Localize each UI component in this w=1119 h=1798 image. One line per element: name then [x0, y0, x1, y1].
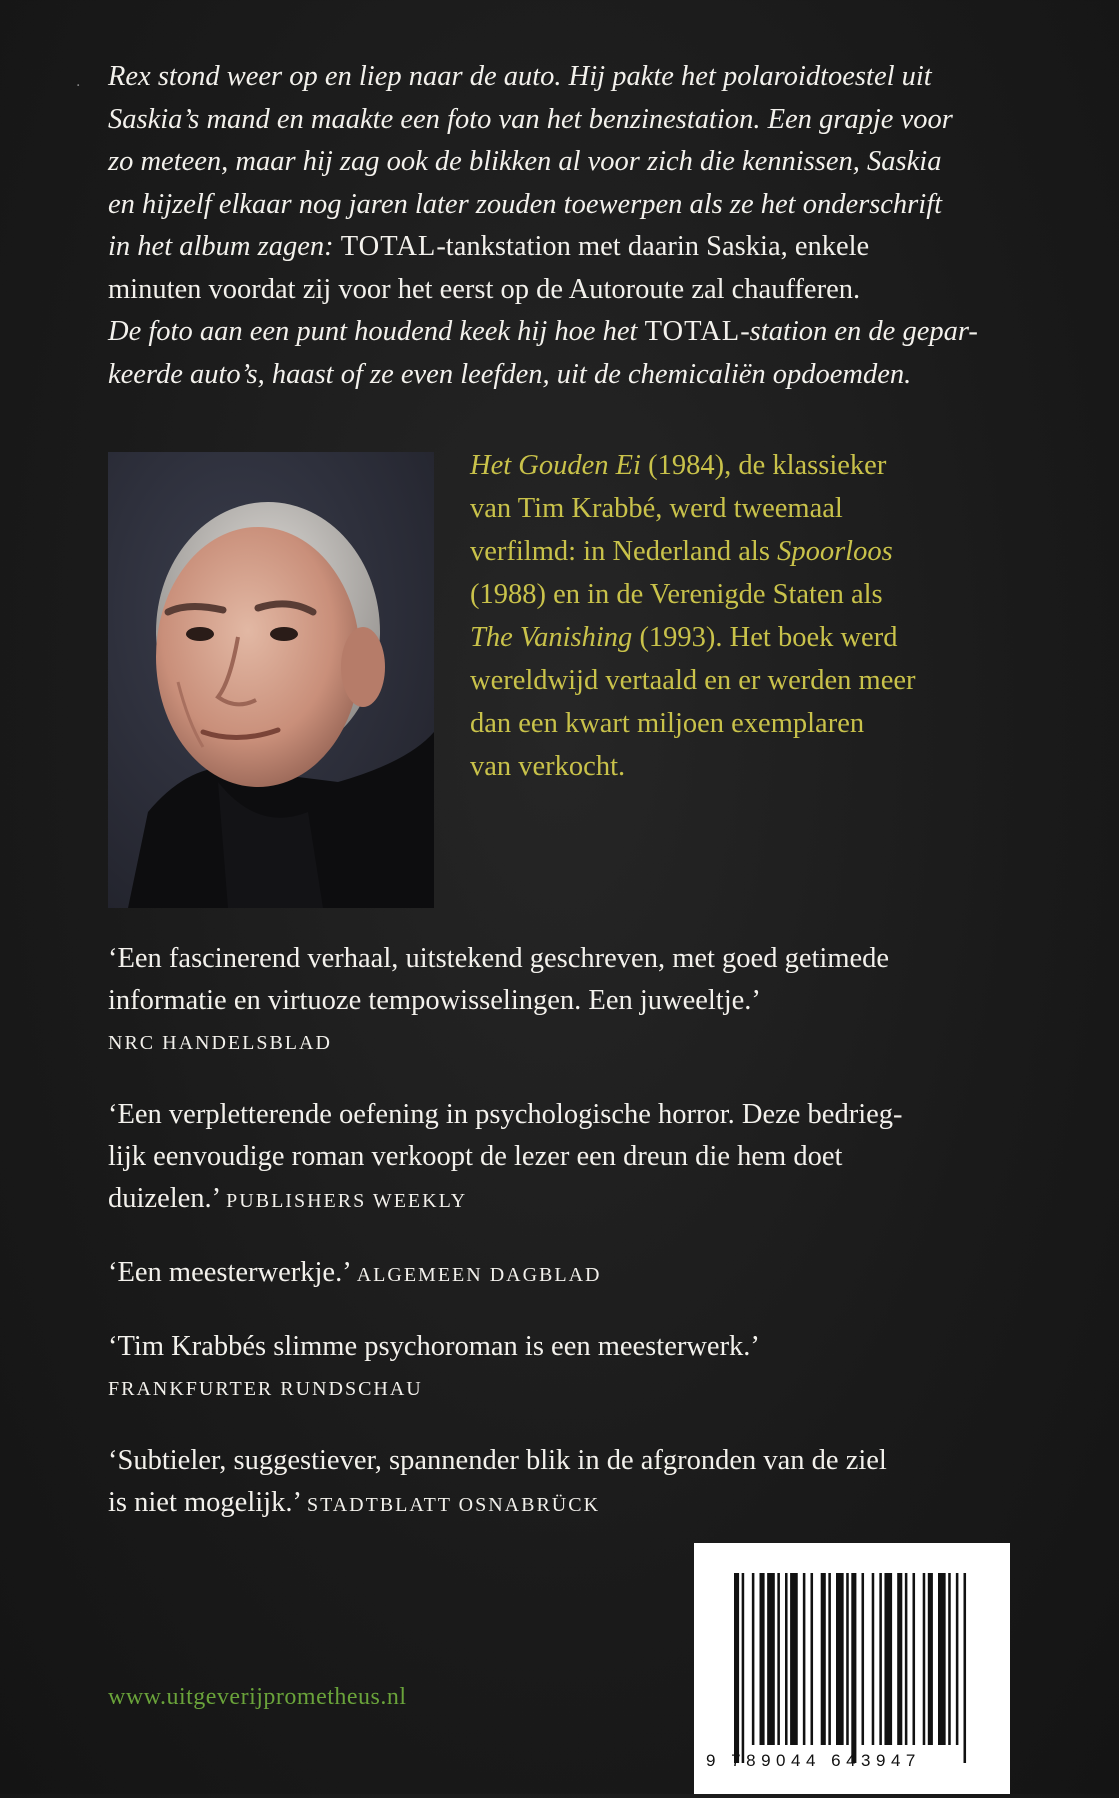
quote-line: ‘Tim Krabbés slimme psychoroman is een meesterwerk.’ [108, 1331, 760, 1362]
barcode-bar [913, 1573, 916, 1745]
quote-source: ALGEMEEN DAGBLAD [356, 1264, 602, 1286]
barcode-bar [879, 1573, 882, 1745]
barcode-bar [742, 1573, 745, 1763]
press-quote [108, 1326, 1028, 1410]
bio-line: wereldwijd vertaald en er werden meer [470, 665, 916, 696]
quote-source: FRANKFURTER RUNDSCHAU [108, 1378, 423, 1400]
quote-fragment: duizelen.’ [108, 1183, 227, 1214]
barcode-bar [828, 1573, 831, 1745]
isbn-digits: 9 789044 643947 [706, 1751, 921, 1770]
press-quote [108, 1094, 1028, 1222]
author-portrait [108, 452, 434, 908]
barcode-bar [752, 1573, 755, 1745]
barcode-bar [964, 1573, 967, 1763]
quote-line [108, 1482, 1028, 1526]
bio-line: dan een kwart miljoen exemplaren [470, 708, 865, 739]
barcode-bar [928, 1573, 933, 1745]
barcode-bar [923, 1573, 926, 1745]
excerpt-line: Saskia’s mand en maakte een foto van het benzinestation. Een grapje voor [108, 103, 953, 135]
bio-line: van verkocht. [470, 751, 626, 782]
quote-line [108, 1252, 1028, 1296]
barcode-bar [905, 1573, 908, 1745]
excerpt-line: keerde auto’s, haast of ze even leefden, uit de chemicaliën opdoemden. [108, 358, 912, 390]
excerpt-line [108, 311, 1013, 354]
speck-mark: · [76, 78, 81, 94]
barcode-bar [948, 1573, 951, 1745]
quote-source: STADTBLATT OSNABRÜCK [306, 1494, 601, 1516]
bio-line [470, 530, 1030, 573]
quote-line: lijk eenvoudige roman verkoopt de lezer een dreun die hem doet [108, 1141, 843, 1172]
barcode-bar [767, 1573, 775, 1745]
barcode-bar [884, 1573, 892, 1745]
book-excerpt [108, 56, 1013, 396]
excerpt-line: en hijzelf elkaar nog jaren later zouden toewerpen als ze het onderschrift [108, 188, 943, 220]
excerpt-fragment: -tankstation met daarin Saskia, enkele [436, 231, 870, 262]
barcode-bar [785, 1573, 788, 1745]
excerpt-line: zo meteen, maar hij zag ook de blikken al voor zich die kennissen, Saskia [108, 146, 942, 177]
excerpt-line [108, 226, 1013, 269]
barcode-bar [777, 1573, 780, 1745]
excerpt-fragment: -station en de gepar- [740, 316, 978, 347]
quote-source: PUBLISHERS WEEKLY [226, 1190, 468, 1212]
excerpt-fragment: in het album zagen: [108, 231, 341, 262]
quote-line: ‘Een fascinerend verhaal, uitstekend geschreven, met goed getimede [108, 943, 890, 974]
barcode-bar [790, 1573, 798, 1745]
film-title: Spoorloos [777, 536, 893, 567]
film-title: The Vanishing [470, 622, 633, 653]
quote-line: ‘Een verpletterende oefening in psychologische horror. Deze bedrieg- [108, 1099, 903, 1130]
press-quote [108, 938, 1028, 1064]
barcode-bar [836, 1573, 844, 1745]
bio-fragment: verfilmd: in Nederland als [470, 536, 778, 567]
barcode-bar [803, 1573, 806, 1745]
excerpt-line: Rex stond weer op en liep naar de auto. Hij pakte het polaroidtoestel uit [108, 61, 932, 92]
bio-line: (1988) en in de Verenigde Staten als [470, 579, 883, 610]
isbn-barcode [694, 1543, 1010, 1794]
quote-fragment: is niet mogelijk.’ [108, 1487, 307, 1518]
bio-fragment: (1993). Het boek werd [632, 622, 898, 653]
bio-fragment: (1984), de klassieker [640, 450, 887, 481]
quote-line: informatie en virtuoze tempowisselingen. Een juweeltje.’ [108, 985, 761, 1016]
excerpt-line: minuten voordat zij voor het eerst op de Autoroute zal chaufferen. [108, 273, 861, 305]
bio-line: van Tim Krabbé, werd tweemaal [470, 493, 843, 524]
press-quote [108, 1252, 1028, 1296]
barcode-bar [938, 1573, 946, 1745]
total-brand: TOTAL [644, 316, 741, 347]
barcode-bar [811, 1573, 814, 1745]
book-title: Het Gouden Ei [470, 450, 641, 481]
author-portrait-illustration [108, 452, 434, 908]
barcode-bar [821, 1573, 826, 1745]
bio-line [470, 616, 1030, 659]
barcode-bar [956, 1573, 959, 1745]
press-quotes [108, 938, 1028, 1556]
quote-line: ‘Subtieler, suggestiever, spannender blik in de afgronden van de ziel [108, 1445, 887, 1476]
quote-fragment: ‘Een meesterwerkje.’ [108, 1257, 357, 1288]
total-brand: TOTAL [340, 231, 437, 262]
barcode-bar [734, 1573, 739, 1763]
barcode-bar [872, 1573, 875, 1745]
barcode-bar [862, 1573, 865, 1745]
press-quote [108, 1440, 1028, 1526]
quote-line [108, 1178, 1028, 1222]
author-bio [470, 444, 1030, 788]
barcode-bar [846, 1573, 849, 1745]
excerpt-fragment: De foto aan een punt houdend keek hij hoe het [108, 316, 645, 347]
bio-line [470, 444, 1030, 487]
quote-source: NRC HANDELSBLAD [108, 1032, 332, 1054]
barcode-bar [897, 1573, 902, 1745]
publisher-url[interactable]: www.uitgeverijprometheus.nl [108, 1684, 407, 1710]
barcode-bar [851, 1573, 856, 1763]
barcode-bar [760, 1573, 765, 1745]
